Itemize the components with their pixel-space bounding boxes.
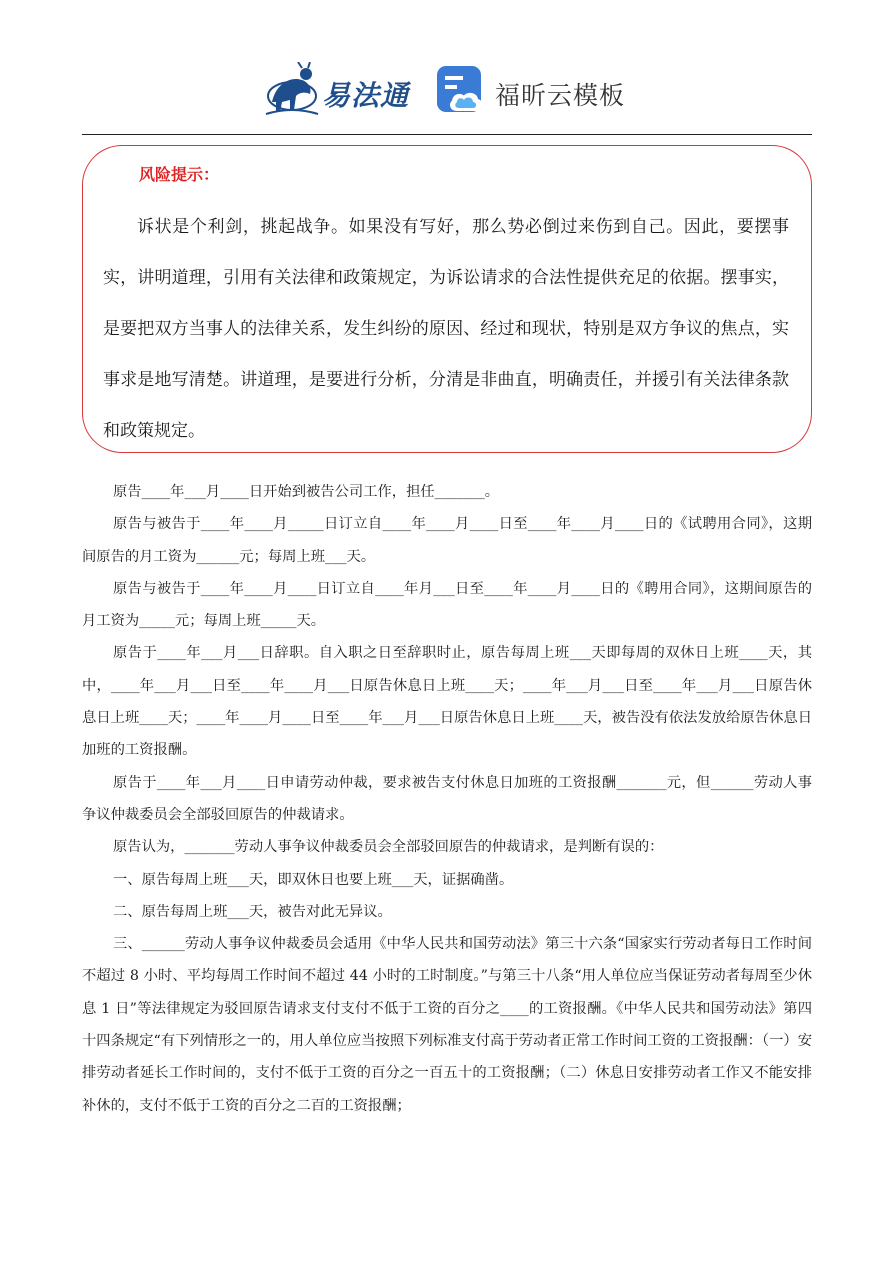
header-divider [82, 134, 812, 135]
cloud-document-icon [435, 64, 487, 116]
risk-title: 风险提示： [139, 165, 220, 184]
paragraph: 原告与被告于____年____月____日订立自____年月___日至____年____月____日的《聘用合同》，这期间原告的月工资为_____元；每周上班_____天。 [82, 580, 812, 630]
risk-body: 诉状是个利剑，挑起战争。如果没有写好，那么势必倒过来伤到自己。因此，要摆事实，讲明道理，引用有关法律和政策规定，为诉讼请求的合法性提供充足的依据。摆事实，是要把双方当事人的法律关系，发生纠纷的原因、经过和现状，特别是双方争议的焦点，实事求是地写清楚。讲道理，是要进行分析，分清是非曲直，明确责任，并援引有关法律条款和政策规定。 [103, 217, 789, 441]
paragraph: 二、原告每周上班___天，被告对此无异议。 [113, 903, 392, 920]
paragraph: 原告与被告于____年____月_____日订立自____年____月____日至____年____月____日的《试聘用合同》，这期间原告的月工资为______元；每周上班___天。 [82, 516, 812, 565]
risk-notice-box [82, 145, 812, 453]
qilin-emblem-icon [262, 62, 320, 120]
paragraph: 原告于____年___月___日辞职。自入职之日至辞职时止，原告每周上班___天即每周的双休日上班____天，其中，____年___月___日至____年____月___日原告休息日上班____天；____年___月___日至____年___月___日原告休息日上班____天；____年____月____日至____年___月___日原告休息日上班____天，被告没有依法发放给原告休息日加班的工资报酬。 [82, 645, 812, 759]
logo1-text: 易法通 [322, 79, 410, 112]
fuxi-cloud-logo [435, 64, 665, 120]
paragraph: 原告____年___月____日开始到被告公司工作，担任_______。 [113, 484, 500, 500]
page-header [0, 56, 893, 126]
paragraph: 一、原告每周上班___天，即双休日也要上班___天，证据确凿。 [113, 871, 514, 888]
logo2-text: 福昕云模板 [495, 81, 626, 110]
yifatong-logo [262, 62, 422, 122]
paragraph: 原告于____年___月____日申请劳动仲裁，要求被告支付休息日加班的工资报酬_______元，但______劳动人事争议仲裁委员会全部驳回原告的仲裁请求。 [82, 774, 812, 823]
complaint-body [82, 476, 812, 1122]
paragraph: 三、______劳动人事争议仲裁委员会适用《中华人民共和国劳动法》第三十六条“国家实行劳动者每日工作时间不超过 8 小时、平均每周工作时间不超过 44 小时的工时制度。”与第三十八条“用人单位应当保证劳动者每周至少休息 1 日”等法律规定为驳回原告请求支付支付不低于工资的百分之____的工资报酬。《中华人民共和国劳动法》第四十四条规定“有下列情形之一的，用人单位应当按照下列标准支付高于劳动者正常工作时间工资的工资报酬：（一）安排劳动者延长工作时间的，支付不低于工资的百分之一百五十的工资报酬；（二）休息日安排劳动者工作又不能安排补休的，支付不低于工资的百分之二百的工资报酬； [82, 936, 812, 1114]
paragraph: 原告认为，_______劳动人事争议仲裁委员会全部驳回原告的仲裁请求，是判断有误的： [113, 839, 664, 856]
